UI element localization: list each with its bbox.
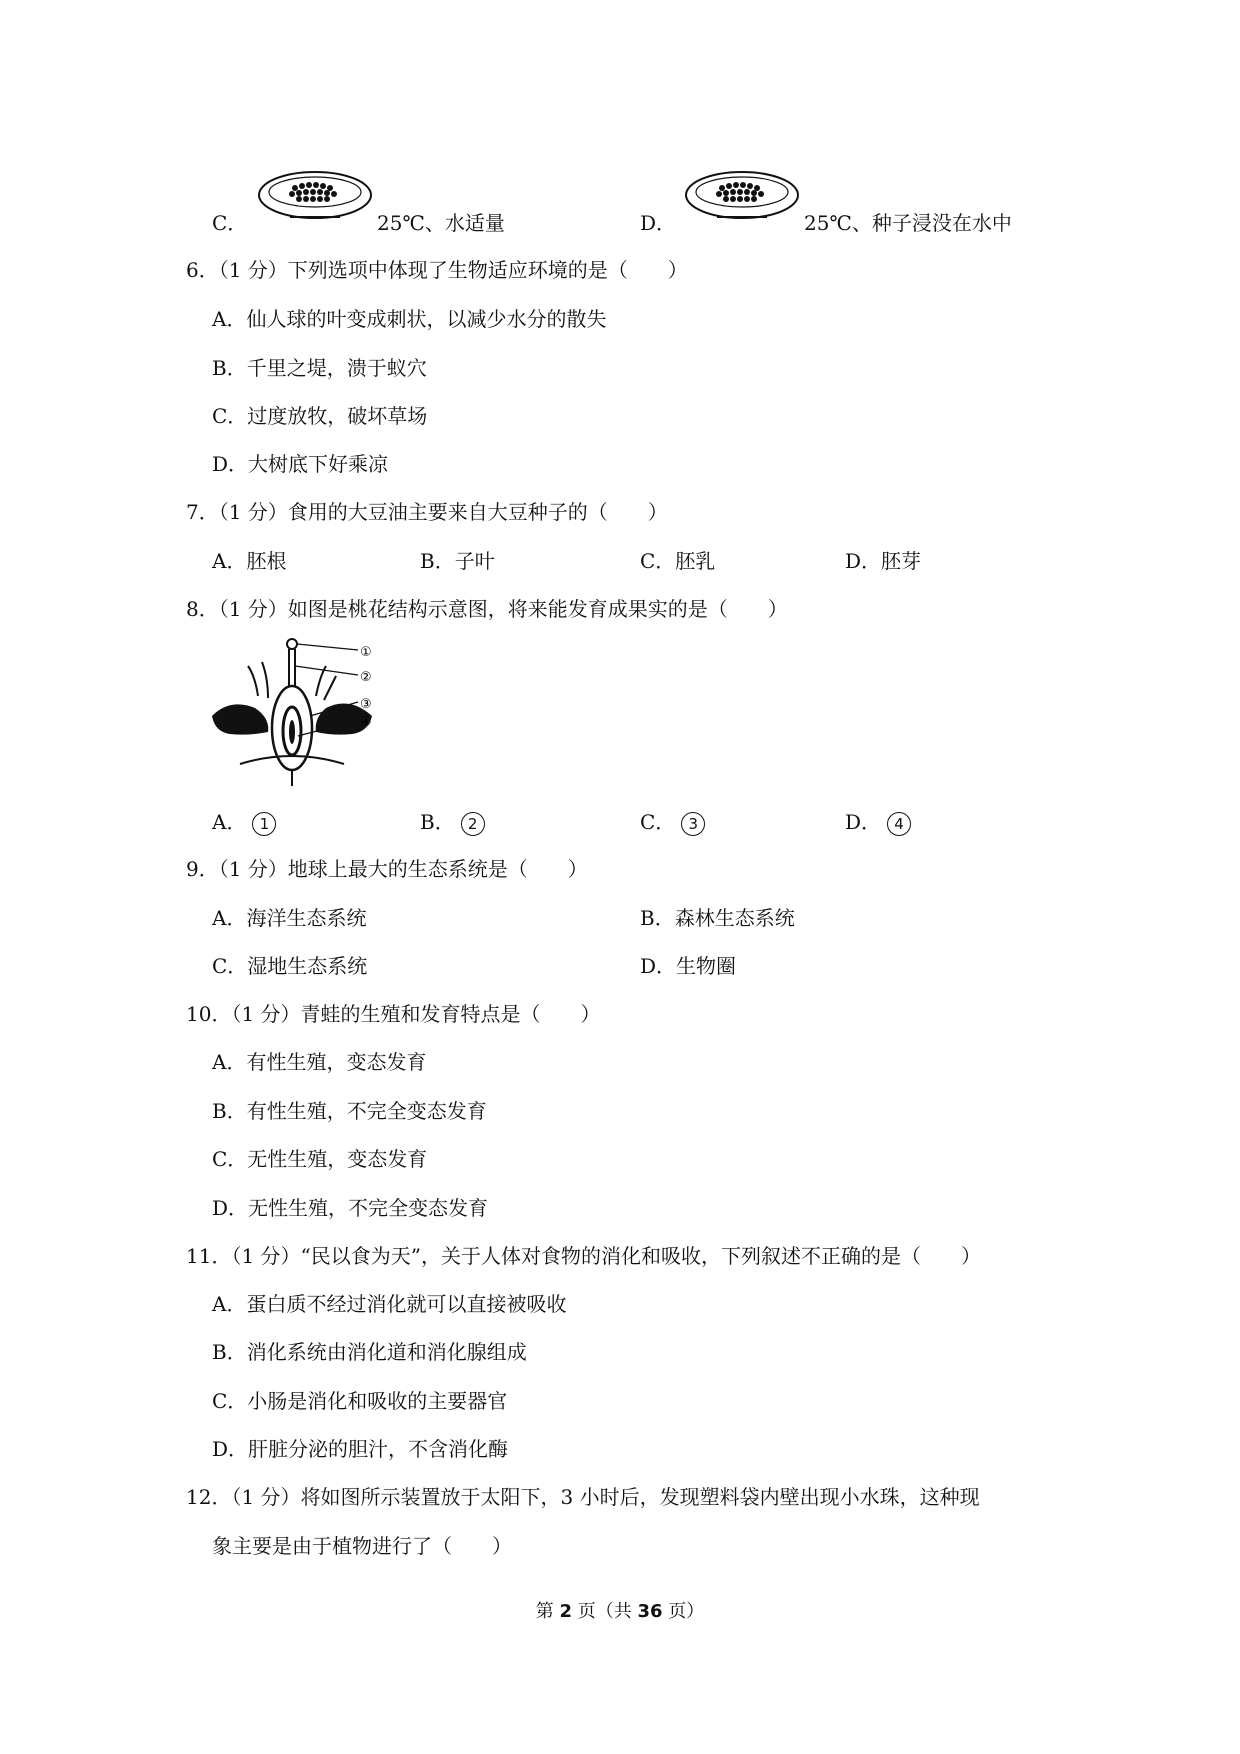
q5-option-d-label: D． [640,211,677,235]
q11-option-a: A．蛋白质不经过消化就可以直接被吸收 [212,1292,567,1316]
q7-option-c: C．胚乳 [640,549,716,573]
q5-option-d-text: 25℃、种子浸没在水中 [804,211,1012,235]
flower-label-3: ③ [360,697,372,712]
q6-option-b: B．千里之堤，溃于蚁穴 [212,356,427,380]
q7-option-b: B．子叶 [420,549,495,573]
q12-stem-line2: 象主要是由于植物进行了（ ） [212,1534,512,1558]
page-footer: 第 2 页（共 36 页） [535,1601,705,1622]
q6-option-d: D．大树底下好乘凉 [212,452,389,476]
q10-option-a: A．有性生殖，变态发育 [212,1050,427,1074]
q10-option-d: D．无性生殖，不完全变态发育 [212,1196,489,1220]
q8-option-d: D． 4 [845,808,911,836]
q6-stem: 6．（1 分）下列选项中体现了生物适应环境的是（ ） [186,258,688,282]
q10-option-b: B．有性生殖，不完全变态发育 [212,1099,487,1123]
flower-label-4: ④ [360,715,372,730]
q8-option-c-mark: 3 [681,812,705,836]
page-number: 2 [559,1601,572,1622]
q11-option-d: D．肝脏分泌的胆汁，不含消化酶 [212,1437,509,1461]
q7-option-d: D．胚芽 [845,549,922,573]
q9-option-a: A．海洋生态系统 [212,906,367,930]
q7-stem: 7．（1 分）食用的大豆油主要来自大豆种子的（ ） [186,500,668,524]
page-total: 36 [637,1601,663,1622]
q9-option-d: D．生物圈 [640,954,737,978]
q8-option-a: A． 1 [212,808,276,836]
q6-option-a: A．仙人球的叶变成刺状，以减少水分的散失 [212,307,607,331]
q8-option-a-mark: 1 [252,812,276,836]
q7-option-a: A．胚根 [212,549,287,573]
q9-option-c: C．湿地生态系统 [212,954,368,978]
q11-option-b: B．消化系统由消化道和消化腺组成 [212,1340,527,1364]
q10-option-c: C．无性生殖，变态发育 [212,1147,428,1171]
q8-option-b-mark: 2 [461,812,485,836]
q8-stem: 8．（1 分）如图是桃花结构示意图，将来能发育成果实的是（ ） [186,597,788,621]
q11-stem: 11．（1 分）“民以食为天”，关于人体对食物的消化和吸收，下列叙述不正确的是（ ） [186,1244,981,1268]
q5-option-c-label: C． [212,211,248,235]
flower-label-1: ① [360,645,372,660]
q11-option-c: C．小肠是消化和吸收的主要器官 [212,1389,508,1413]
q8-option-c: C． 3 [640,808,705,836]
q6-option-c: C．过度放牧，破坏草场 [212,404,428,428]
petri-dish-figure-d [682,165,802,225]
q9-option-b: B．森林生态系统 [640,906,795,930]
peach-flower-diagram [210,636,380,791]
flower-label-2: ② [360,670,372,685]
q10-stem: 10．（1 分）青蛙的生殖和发育特点是（ ） [186,1002,601,1026]
q5-option-c-text: 25℃、水适量 [377,211,505,235]
petri-dish-figure-c [255,165,375,225]
q8-option-b: B． 2 [420,808,485,836]
q12-stem-line1: 12．（1 分）将如图所示装置放于太阳下，3 小时后，发现塑料袋内壁出现小水珠，这种现 [186,1485,980,1509]
q9-stem: 9．（1 分）地球上最大的生态系统是（ ） [186,857,588,881]
q8-option-d-mark: 4 [887,812,911,836]
